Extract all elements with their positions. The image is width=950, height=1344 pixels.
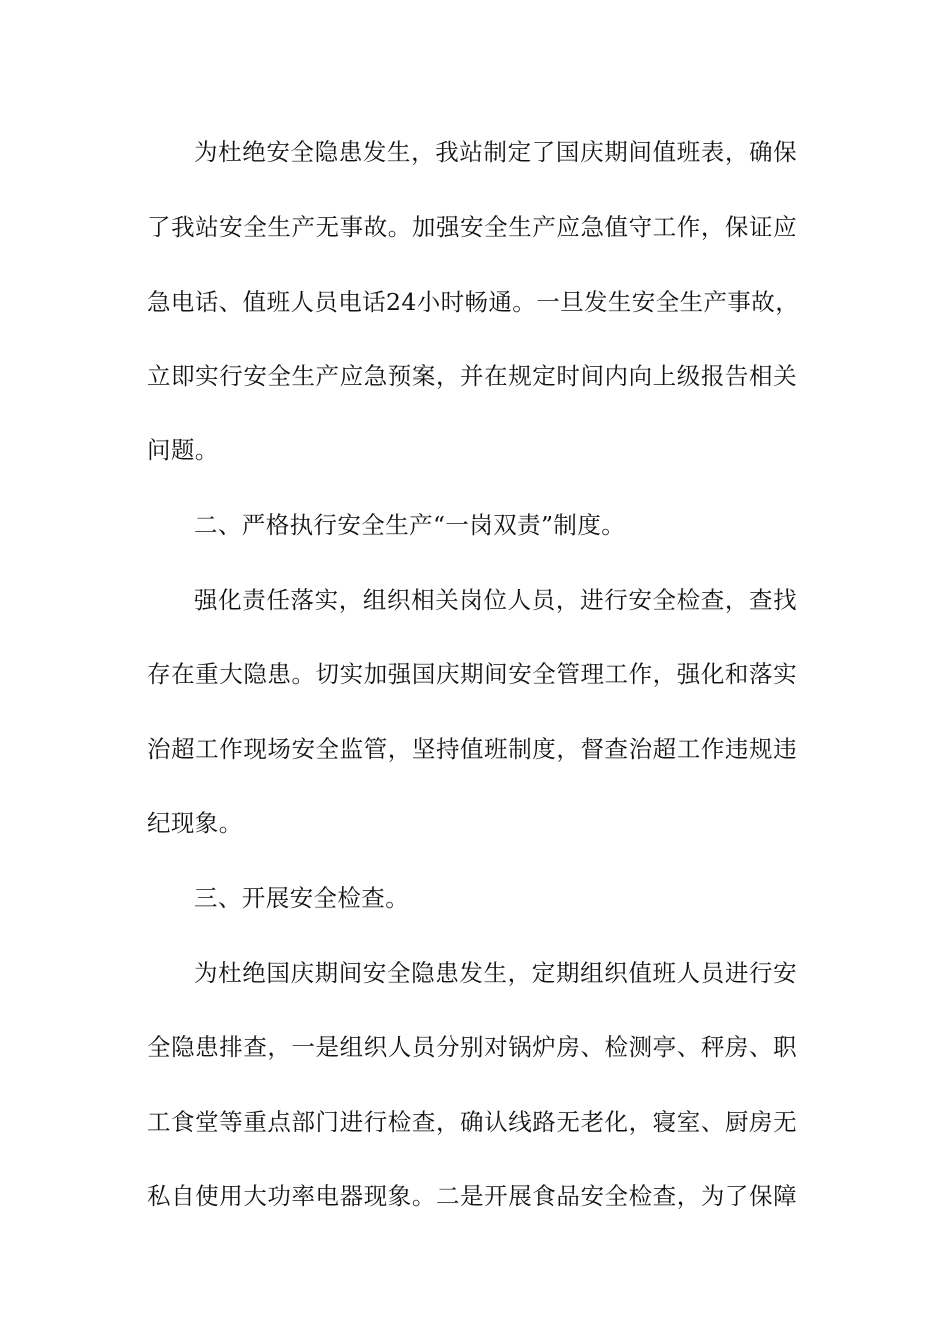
text-line: 纪现象。 bbox=[147, 809, 243, 837]
text-line: 治超工作现场安全监管，坚持值班制度，督查治超工作违规违 bbox=[147, 735, 797, 763]
text-line: 全隐患排查，一是组织人员分别对锅炉房、检测亭、秤房、职 bbox=[147, 1033, 797, 1061]
text-line: 急电话、值班人员电话24小时畅通。一旦发生安全生产事故， bbox=[147, 288, 800, 316]
text-line: 了我站安全生产无事故。加强安全生产应急值守工作，保证应 bbox=[147, 213, 797, 241]
text-line: 立即实行安全生产应急预案，并在规定时间内向上级报告相关 bbox=[147, 362, 797, 390]
text-line: 工食堂等重点部门进行检查，确认线路无老化，寝室、厨房无 bbox=[147, 1108, 797, 1136]
section-heading: 二、严格执行安全生产“一岗双责”制度。 bbox=[194, 511, 626, 539]
section-heading: 三、开展安全检查。 bbox=[194, 884, 410, 912]
text-line: 为杜绝安全隐患发生，我站制定了国庆期间值班表，确保 bbox=[194, 138, 797, 166]
text-line: 为杜绝国庆期间安全隐患发生，定期组织值班人员进行安 bbox=[194, 959, 797, 987]
text-line: 强化责任落实，组织相关岗位人员，进行安全检查，查找 bbox=[194, 586, 797, 614]
text-line: 存在重大隐患。切实加强国庆期间安全管理工作，强化和落实 bbox=[147, 660, 797, 688]
text-line: 问题。 bbox=[147, 436, 219, 464]
text-line: 私自使用大功率电器现象。二是开展食品安全检查，为了保障 bbox=[147, 1182, 797, 1210]
